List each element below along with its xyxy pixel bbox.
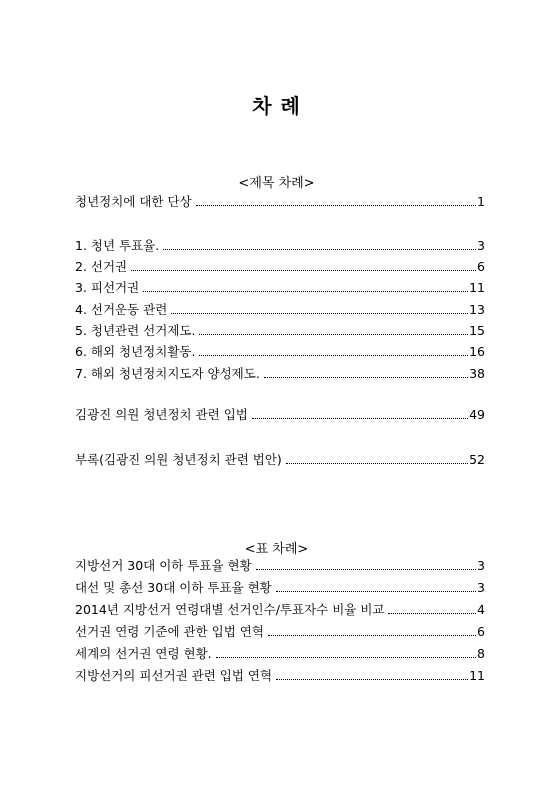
toc-entry-page: 16 [469,344,485,359]
toc-entry [75,342,485,360]
toc-entry-page: 11 [469,280,485,295]
dot-leader [256,569,476,570]
table-entry [75,622,485,640]
table-entry-page: 4 [477,602,485,617]
table-entry [75,600,485,618]
toc-entry [75,364,485,382]
table-entry-page: 8 [477,646,485,661]
dot-leader [286,463,468,464]
toc-entry [75,300,485,318]
toc-entry-page: 15 [469,323,485,338]
toc-entry-title: 청년정치에 대한 단상 [75,194,192,209]
toc-entry-title: 부록(김광진 의원 청년정치 관련 법안) [75,452,282,467]
toc-entry-page: 49 [469,407,485,422]
dot-leader [276,591,476,592]
table-entry-title: 2014년 지방선거 연령대별 선거인수/투표자수 비율 비교 [75,602,385,617]
toc-entry-title: 김광진 의원 청년정치 관련 입법 [75,407,248,422]
toc-entry-title: 5. 청년관련 선거제도. [75,323,196,338]
dot-leader [199,334,468,335]
toc-entry-page: 1 [477,194,485,209]
dot-leader [216,657,476,658]
toc-entry [75,278,485,296]
table-entry-page: 6 [477,624,485,639]
table-entry-title: 대선 및 총선 30대 이하 투표율 현황 [75,580,272,595]
dot-leader [196,205,476,206]
dot-leader [163,249,476,250]
dot-leader [264,377,468,378]
toc-entry-title: 1. 청년 투표율. [75,238,160,253]
table-entry-title: 지방선거의 피선거권 관련 입법 연혁 [75,668,273,683]
toc-entry [75,321,485,339]
toc-entry [75,192,485,210]
toc-entry-page: 38 [469,366,485,381]
toc-entry-title: 6. 해외 청년정치활동. [75,344,196,359]
toc-entry-title: 7. 해외 청년정치지도자 양성제도. [75,366,260,381]
table-entry-title: 지방선거 30대 이하 투표율 현황 [75,558,252,573]
dot-leader [276,679,468,680]
table-entry-page: 3 [477,580,485,595]
dot-leader [131,270,476,271]
toc-entry [75,405,485,423]
tables-heading: <표 차례> [244,542,309,557]
toc-entry-title: 3. 피선거권 [75,280,140,295]
page-title: 차 례 [252,94,301,118]
dot-leader [171,313,468,314]
dot-leader [143,291,468,292]
table-entry-page: 3 [477,558,485,573]
toc-entry-title: 4. 선거운동 관련 [75,302,168,317]
table-entry-page: 11 [469,668,485,683]
dot-leader [252,418,468,419]
toc-entry [75,450,485,468]
table-entry-title: 세계의 선거권 연령 현황. [75,646,212,661]
dot-leader [268,635,476,636]
table-entry [75,644,485,662]
table-entry-title: 선거권 연령 기준에 관한 입법 연혁 [75,624,264,639]
toc-entry-title: 2. 선거권 [75,259,128,274]
table-entry [75,578,485,596]
toc-entry [75,257,485,275]
contents-heading: <제목 차례> [238,176,315,191]
toc-entry-page: 6 [477,259,485,274]
table-entry [75,556,485,574]
dot-leader [388,613,476,614]
toc-entry-page: 3 [477,238,485,253]
toc-entry [75,236,485,254]
toc-entry-page: 52 [469,452,485,467]
dot-leader [199,355,468,356]
table-entry [75,666,485,684]
toc-entry-page: 13 [469,302,485,317]
